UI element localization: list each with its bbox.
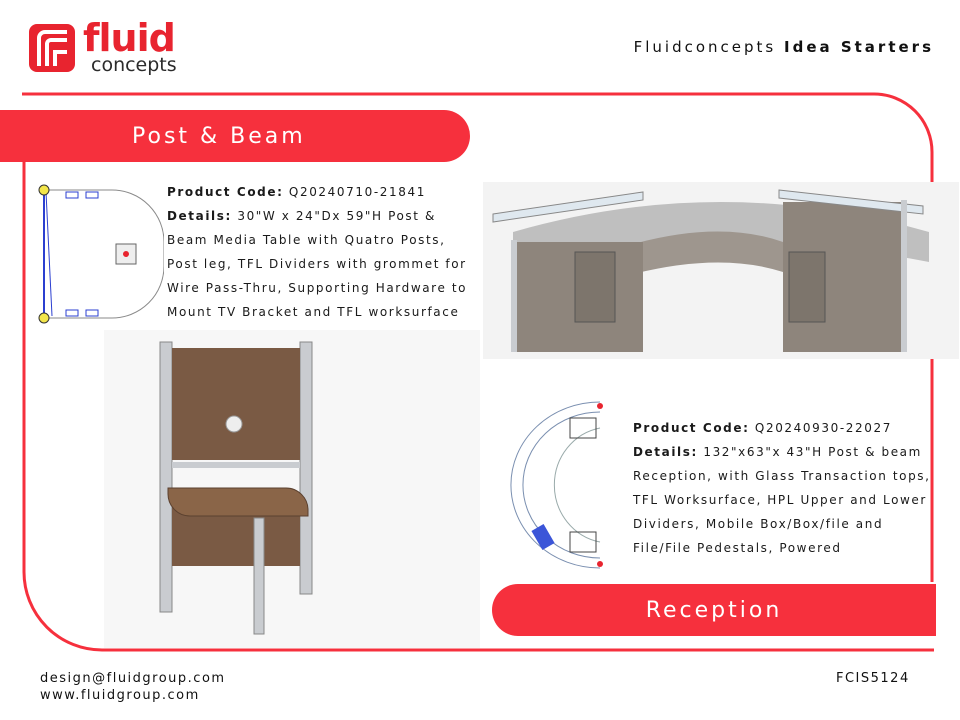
footer-doc-code: FCIS5124 <box>836 671 910 686</box>
tagline-bold: Idea Starters <box>784 38 934 56</box>
post-beam-description <box>167 180 477 324</box>
media-table-render-icon <box>104 330 480 648</box>
section-title-post-beam <box>0 110 470 162</box>
footer-contact <box>40 670 226 704</box>
section-title-reception <box>492 584 936 636</box>
footer-email[interactable]: design@fluidgroup.com <box>40 671 226 686</box>
fluid-logo-mark-icon <box>27 22 77 74</box>
reception-code-label: Product Code: <box>633 421 750 435</box>
footer-website[interactable]: www.fluidgroup.com <box>40 688 200 703</box>
post-beam-title-text: Post & Beam <box>132 123 306 149</box>
reception-title-text: Reception <box>645 597 783 623</box>
logo-word-fluid: fluid <box>83 16 175 60</box>
logo-word-concepts: concepts <box>91 54 177 76</box>
tagline-normal: Fluidconcepts <box>633 38 777 56</box>
reception-desk-render-icon <box>483 182 959 359</box>
post-beam-details-text: 30"W x 24"Dx 59"H Post & Beam Media Table with Quatro Posts, Post leg, TFL Dividers with grommet for Wire Pass-Thru, Supporting Hardware to Mount TV Bracket and TFL worksurface <box>167 209 468 319</box>
post-beam-details-label: Details: <box>167 209 232 223</box>
reception-plan-drawing-icon <box>508 398 626 573</box>
post-beam-code-value: Q20240710-21841 <box>288 185 426 199</box>
reception-details-label: Details: <box>633 445 698 459</box>
reception-description <box>633 416 933 560</box>
brand-logo <box>27 16 187 80</box>
post-beam-plan-drawing-icon <box>34 180 164 325</box>
header-tagline <box>634 38 934 56</box>
reception-details-text: 132"x63"x 43"H Post & beam Reception, with Glass Transaction tops, TFL Worksurface, HPL Upper and Lower Dividers, Mobile Box/Box/file and File/File Pedestals, Powered <box>633 445 931 555</box>
reception-code-value: Q20240930-22027 <box>754 421 892 435</box>
post-beam-code-label: Product Code: <box>167 185 284 199</box>
